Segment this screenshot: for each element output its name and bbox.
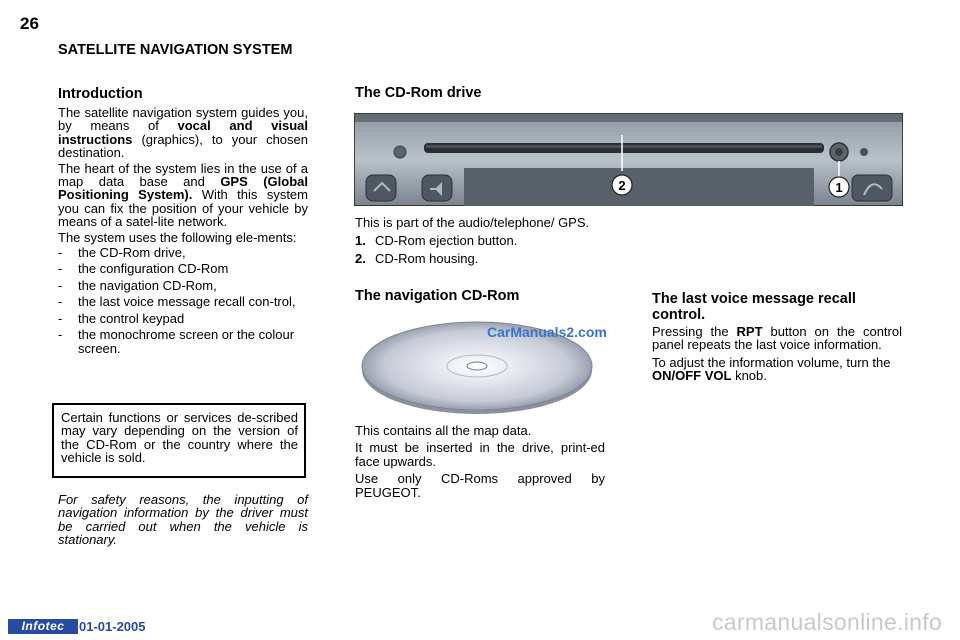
page-number: 26 (20, 14, 39, 33)
recall-para-2 (652, 356, 902, 383)
nav-cd-heading: The navigation CD-Rom (355, 288, 520, 304)
nav-cd-para-3: Use only CD-Roms approved by PEUGEOT. (355, 471, 605, 500)
text: Pressing the (652, 324, 737, 339)
callout-1-label: 1 (835, 180, 843, 195)
callout-2-label: 2 (618, 178, 626, 193)
infotec-logo: Infotec (8, 619, 78, 634)
cd-drive-photo (354, 113, 903, 206)
recall-heading: The last voice message recall control. (652, 291, 856, 323)
note-box: Certain functions or services de-scribed may vary depending on the version of the CD-Rom or the country where the vehicle is sold. (52, 403, 306, 478)
elements-list (58, 246, 308, 355)
bold-text: ON/OFF VOL (652, 368, 732, 384)
footer-date: 01-01-2005 (79, 619, 146, 634)
nav-cd-para-2: It must be inserted in the drive, print-ed face upwards. (355, 440, 605, 469)
cd-drive-items (355, 234, 605, 265)
text: (graphics), to your chosen destination. (58, 131, 308, 161)
text: With this system you can fix the position of your vehicle by means of a satel-lite network. (58, 187, 308, 230)
list-item: - the CD-Rom drive, (58, 246, 308, 259)
bold-text: vocal and visual instructions (58, 118, 308, 147)
item-number: 1. (355, 233, 366, 249)
text: button on the control panel repeats the last voice information. (652, 324, 902, 353)
cd-drive-desc: This is part of the audio/telephone/ GPS. (355, 215, 590, 230)
list-item (355, 234, 605, 247)
list-item: - the monochrome screen or the colour screen. (58, 328, 308, 355)
item-text: CD-Rom housing. (375, 250, 479, 266)
text: The satellite navigation system guides you, by means of (58, 105, 308, 134)
bold-text: RPT (736, 324, 763, 339)
intro-heading: Introduction (58, 86, 143, 102)
list-item (355, 252, 605, 265)
cd-drive-heading: The CD-Rom drive (355, 85, 482, 101)
bold-text: GPS (Global Positioning System). (58, 174, 309, 203)
list-item: - the last voice message recall con-trol, (58, 295, 308, 308)
intro-para-3: The system uses the following ele-ments: (58, 229, 297, 245)
item-text: CD-Rom ejection button. (375, 233, 518, 249)
text: knob. (731, 368, 767, 384)
list-item: - the configuration CD-Rom (58, 262, 308, 275)
list-item: - the control keypad (58, 312, 308, 325)
watermark: CarManuals2.com (487, 324, 607, 340)
text: The heart of the system lies in the use of a map data base and (58, 160, 308, 190)
intro-body (58, 106, 308, 358)
text: To adjust the information volume, turn the (652, 354, 891, 370)
recall-body (652, 325, 902, 385)
list-item: - the navigation CD-Rom, (58, 279, 308, 292)
chapter-title: SATELLITE NAVIGATION SYSTEM (58, 42, 293, 58)
recall-para-1 (652, 325, 902, 352)
nav-cd-body (355, 424, 605, 501)
footer-site-watermark: carmanualsonline.info (712, 609, 943, 635)
intro-para-2 (58, 162, 308, 229)
cd-drive-body (355, 216, 605, 269)
nav-cd-para-1: This contains all the map data. (355, 423, 532, 438)
intro-para-1 (58, 106, 308, 160)
safety-note: For safety reasons, the inputting of navigation information by the driver must be carried out when the vehicle is stationary. (58, 492, 308, 548)
item-number: 2. (355, 250, 366, 266)
